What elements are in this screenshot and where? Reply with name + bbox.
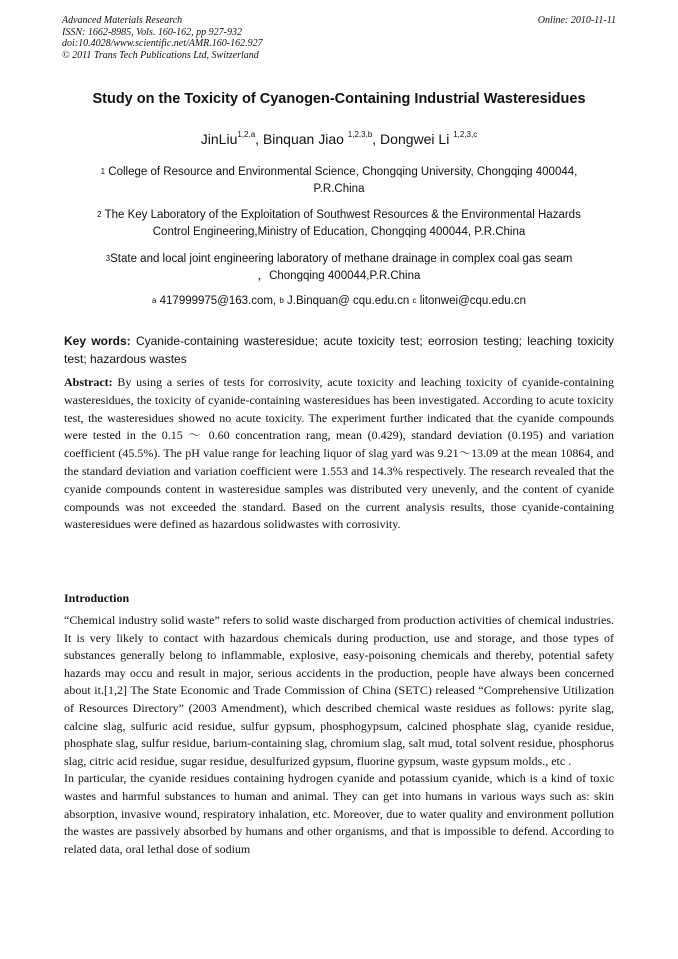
running-header <box>62 15 616 61</box>
issn-line: ISSN: 1662-8985, Vols. 160-162, pp 927-932 <box>62 26 242 38</box>
abstract-label: Abstract: <box>64 375 113 389</box>
email-marker: b <box>279 296 284 305</box>
section-heading-introduction: Introduction <box>64 591 130 605</box>
affiliation-number: 1 <box>100 167 106 176</box>
affiliation-2 <box>64 207 614 241</box>
introduction-body <box>64 612 614 858</box>
email-address: J.Binquan@ cqu.edu.cn <box>283 295 413 307</box>
email-marker: a <box>151 296 157 305</box>
abstract-text: By using a series of tests for corrosivity, acute toxicity and leaching toxicity of cyanide-containing wasteresidues, the toxicity of cyanide-containing wasteresidues has been investigated. According to acute toxicity test, the wasteresidues showed no acute toxicity. The experiment further indicated that the cyanide compounds were tested in the 0.15 ～ 0.60 concentration rang, mean (0.429), standard deviation (0.195) and variation coefficient (45.5%). The pH value range for leaching liquor of slag yard was 9.21～13.09 at the mean 10864, and the standard deviation and variation coefficient were 1.553 and 14.3% respectively. The research revealed that the cyanide compounds content in wasteresidue samples was distributed very unevenly, and the content of cyanide compounds was not exceeded the standard. Based on the current analysis results, those cyanide-containing wasteresidues were defined as hazardous solidwastes with corrosivity. <box>64 375 614 532</box>
paragraph: In particular, the cyanide residues containing hydrogen cyanide and potassium cyanide, which is a kind of toxic wastes and harmful substances to human and animal. They can get into humans in various ways such as: skin absorption, invasive wound, respiratory inhalation, etc. Moreover, due to water quality and environment pollution the wastes are passively absorbed by humans and other organisms, and that is impossible to defend. According to related data, oral lethal dose of sodium <box>64 771 614 856</box>
affiliation-1 <box>64 164 614 198</box>
author-superscript: 1,2,3,c <box>453 130 478 139</box>
affiliation-line: College of Resource and Environmental Science, Chongqing University, Chongqing 400044, <box>105 166 578 178</box>
email-address: 417999975@163.com, <box>156 295 280 307</box>
copyright-line: © 2011 Trans Tech Publications Ltd, Switzerland <box>62 49 259 61</box>
email-address: litonwei@cqu.edu.cn <box>416 295 527 307</box>
keywords-block <box>64 332 614 368</box>
affiliation-3 <box>64 251 614 285</box>
journal-name: Advanced Materials Research <box>62 15 183 26</box>
author-superscript: 1,2,a <box>237 130 256 139</box>
author-name: JinLiu <box>200 131 238 147</box>
affiliation-number: 3 <box>105 254 111 263</box>
affiliation-line: Control Engineering,Ministry of Education, Chongqing 400044, P.R.China <box>152 226 526 238</box>
author-list <box>40 131 638 147</box>
doi-line: doi:10.4028/www.scientific.net/AMR.160-162.927 <box>62 38 263 49</box>
keywords-label: Key words: <box>64 334 131 348</box>
author-name: , Dongwei Li <box>372 131 454 147</box>
paragraph: “Chemical industry solid waste” refers to solid waste discharged from production activities of chemical industries. It is very likely to contact with hazardous chemicals during production, use and storage, and those types of substances generally belong to inflammable, explosive, easy-poisoning chemicals and thereby, potential safety hazards may occu and result in major, serious accidents in the production, people have always been concerned about it.[1,2] The State Economic and Trade Commission of China (SETC) released “Comprehensive Utilization of Resources Directory” (2003 Amendment), which described chemical waste residues as follows: pyrite slag, calcine slag, sulfuric acid residue, sulfur gypsum, phosphogypsum, calcined phosphate slag, cyanide residue, phosphate slag, sulfur residue, barium-containing slag, chromium slag, salt mud, total solvent residue, phosphorus slag, citric acid residue, sugar residue, desulfurized gypsum, fluorine gypsum, waste gypsum molds., etc . <box>64 613 614 768</box>
affiliation-line: State and local joint engineering laboratory of methane drainage in complex coal gas seam <box>110 253 573 265</box>
paper-title: Study on the Toxicity of Cyanogen-Containing Industrial Wasteresidues <box>92 91 586 107</box>
abstract-block <box>64 374 614 534</box>
affiliation-number: 2 <box>97 210 102 219</box>
keywords-text: Cyanide-containing wasteresidue; acute toxicity test; eorrosion testing; leaching toxicity test; hazardous wastes <box>64 334 614 366</box>
affiliation-line: ，Chongqing 400044,P.R.China <box>257 270 421 282</box>
online-date: Online: 2010-11-11 <box>537 15 616 26</box>
email-marker: c <box>412 296 417 305</box>
author-name: , Binquan Jiao <box>255 131 348 147</box>
author-superscript: 1,2,3,b <box>347 130 373 139</box>
author-emails <box>64 293 614 310</box>
affiliation-line: The Key Laboratory of the Exploitation of Southwest Resources & the Environmental Hazards <box>101 209 581 221</box>
affiliation-line: P.R.China <box>313 183 365 195</box>
